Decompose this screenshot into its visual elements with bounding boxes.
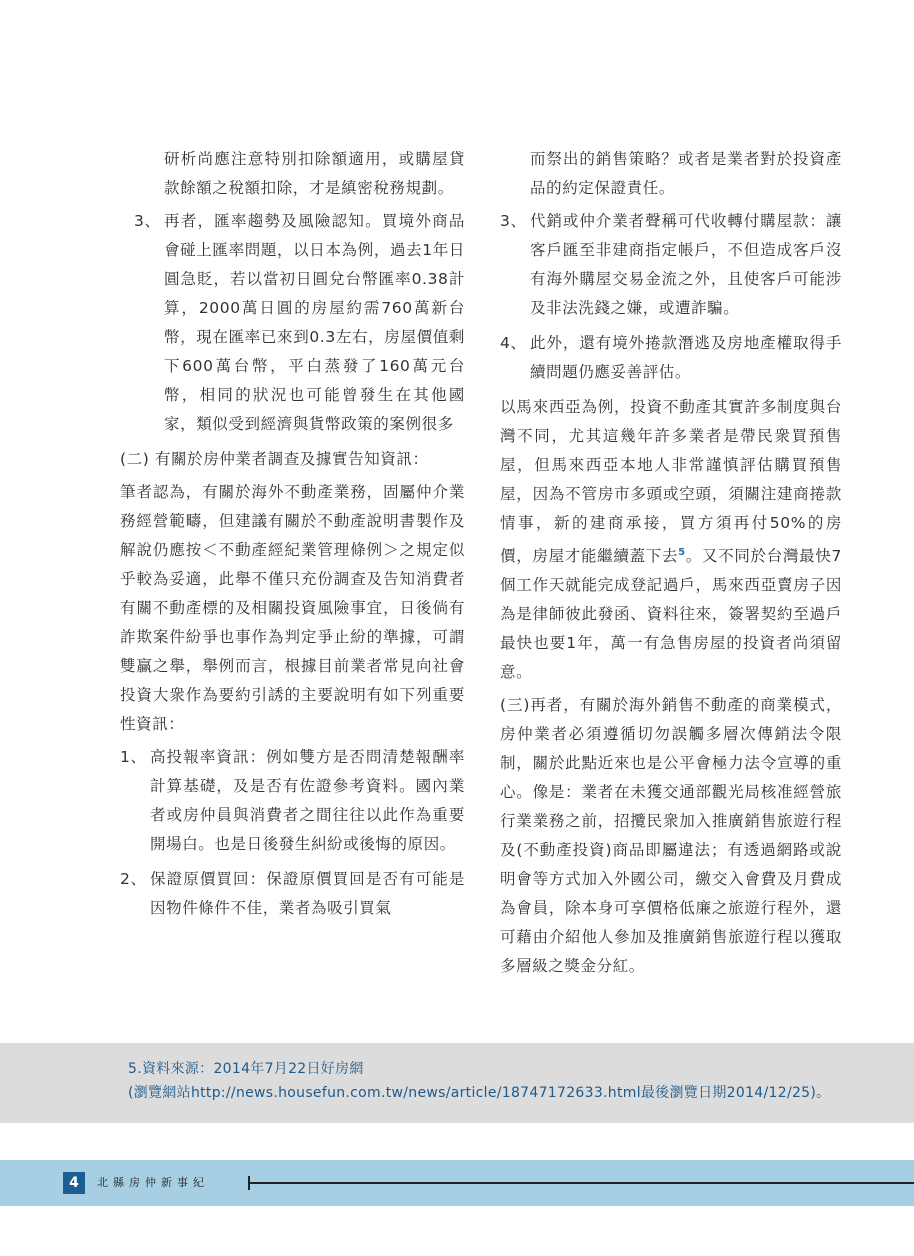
list-item (120, 207, 465, 439)
paragraph: (三)再者，有關於海外銷售不動產的商業模式，房仲業者必須遵循切勿誤觸多層次傳銷法令限制，關於此點近來也是公平會極力法令宣導的重心。像是：業者在未獲交通部觀光局核准經營旅行業業務之前，招攬民衆加入推廣銷售旅遊行程及(不動產投資)商品即屬違法；有透過網路或說明會等方式加入外國公司，繳交入會費及月費成為會員，除本身可享價格低廉之旅遊行程外，還可藉由介紹他人參加及推廣銷售旅遊行程以獲取多層級之獎金分紅。 (500, 696, 842, 976)
paragraph-continuation: 而祭出的銷售策略？或者是業者對於投資產品的約定保證責任。 (530, 150, 842, 197)
left-column (120, 145, 465, 929)
paragraph-text: 。又不同於台灣最快7個工作天就能完成登記過戶，馬來西亞賣房子因為是律師彼此發函、資料往來，簽署契約至過戶最快也要1年，萬一有急售房屋的投資者尚須留意。 (500, 547, 842, 682)
list-item-number: 3、 (134, 212, 161, 230)
list-item-text: 保證原價買回：保證原價買回是否有可能是因物件條件不佳，業者為吸引買氣 (150, 870, 465, 917)
list-item (500, 329, 842, 387)
list-item (120, 743, 465, 859)
right-column (500, 145, 842, 985)
footer-rule (250, 1182, 914, 1184)
paragraph-continuation: 研析尚應注意特別扣除額適用，或購屋貸款餘額之稅額扣除，才是縝密稅務規劃。 (164, 150, 465, 197)
list-item-text: 代銷或仲介業者聲稱可代收轉付購屋款：讓客戶匯至非建商指定帳戶，不但造成客戶沒有海外購屋交易金流之外，且使客戶可能涉及非法洗錢之嫌，或遭詐騙。 (530, 212, 842, 317)
footnote-source: 5.資料來源：2014年7月22日好房網 (128, 1061, 364, 1077)
footnote-reference[interactable]: 5 (678, 547, 686, 558)
list-item (500, 207, 842, 323)
page-number: 4 (63, 1172, 85, 1194)
footnote-url[interactable]: (瀏覽網站http://news.housefun.com.tw/news/article/18747172633.html最後瀏覽日期2014/12/25)。 (128, 1085, 831, 1101)
footnote (128, 1057, 898, 1105)
section-heading: (二) 有關於房仲業者調查及據實告知資訊： (120, 450, 429, 468)
list-item-number: 1、 (120, 748, 147, 766)
list-item-number: 2、 (120, 870, 147, 888)
list-item-text: 此外，還有境外捲款潛逃及房地產權取得手續問題仍應妥善評估。 (530, 334, 842, 381)
list-item-text: 再者，匯率趨勢及風險認知。買境外商品會碰上匯率問題，以日本為例，過去1年日圓急貶，若以當初日圓兌台幣匯率0.38計算，2000萬日圓的房屋約需760萬新台幣，現在匯率已來到0.3左右，房屋價值剩下600萬台幣，平白蒸發了160萬元台幣，相同的狀況也可能曾發生在其他國家，類似受到經濟與貨幣政策的案例很多 (164, 212, 465, 433)
list-item-number: 4、 (500, 334, 527, 352)
list-item-text: 高投報率資訊：例如雙方是否問清楚報酬率計算基礎，及是否有佐證參考資料。國內業者或房仲員與消費者之間往往以此作為重要開場白。也是日後發生糾紛或後悔的原因。 (150, 748, 465, 853)
list-item (120, 865, 465, 923)
paragraph (500, 393, 842, 687)
list-item-number: 3、 (500, 212, 527, 230)
paragraph-text: 以馬來西亞為例，投資不動產其實許多制度與台灣不同，尤其這幾年許多業者是帶民衆買預售屋，但馬來西亞本地人非常謹慎評估購買預售屋，因為不管房市多頭或空頭，須關注建商捲款情事，新的建商承接，買方須再付50%的房價，房屋才能繼續蓋下去 (500, 398, 842, 566)
paragraph: 筆者認為，有關於海外不動產業務，固屬仲介業務經營範疇，但建議有關於不動產說明書製作及解說仍應按＜不動產經紀業管理條例＞之規定似乎較為妥適，此舉不僅只充份調查及告知消費者有關不動產標的及相關投資風險事宜，日後倘有詐欺案件紛爭也事作為判定爭止紛的準據，可謂雙贏之舉，舉例而言，根據目前業者常見向社會投資大衆作為要約引誘的主要說明有如下列重要性資訊： (120, 483, 465, 733)
magazine-title: 北縣房仲新事紀 (97, 1176, 209, 1189)
